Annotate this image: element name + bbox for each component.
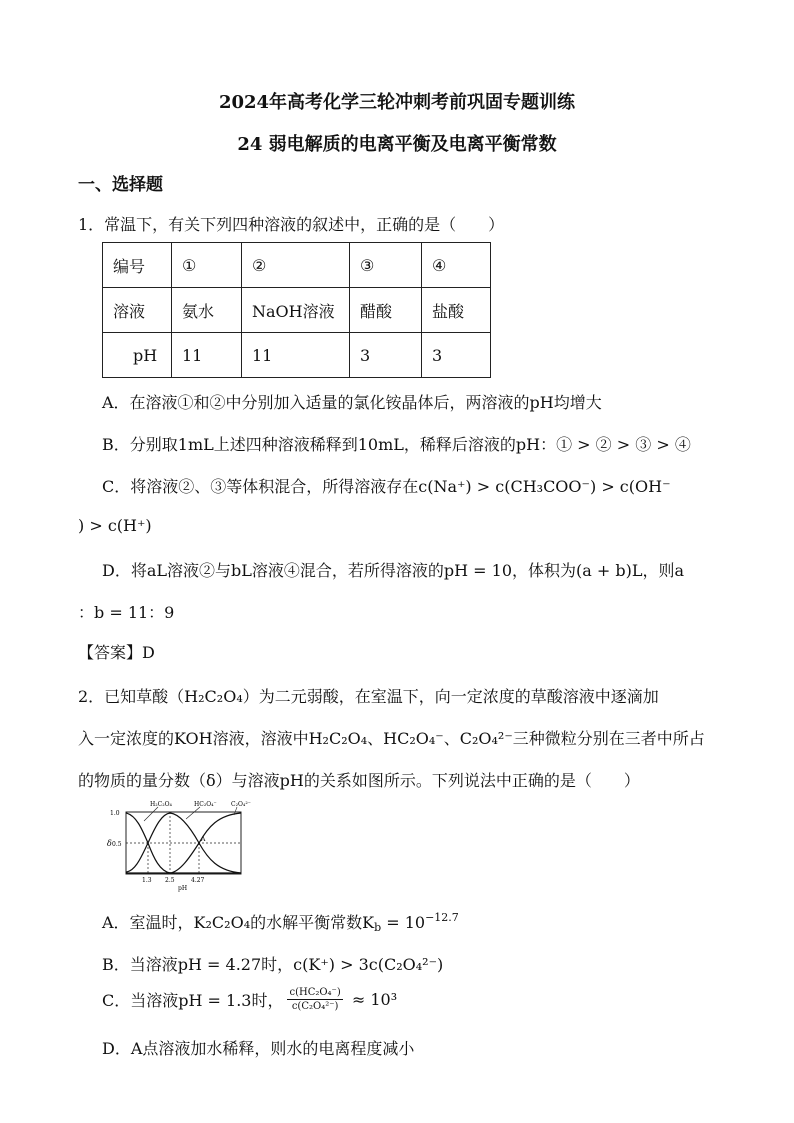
- curve-label: HC₂O₄⁻: [194, 801, 217, 808]
- table-cell: ③: [350, 243, 422, 288]
- x-axis-label: pH: [178, 885, 188, 892]
- question-1-option-d: D．将aL溶液②与bL溶液④混合，若所得溶液的pH = 10，体积为(a + b)L，则a: [102, 561, 685, 580]
- table-row: [103, 333, 491, 378]
- curve-label: H₂C₂O₄: [150, 801, 172, 808]
- y-tick-label: 1.0: [110, 810, 120, 817]
- document-title-line2: 24 弱电解质的电离平衡及电离平衡常数: [237, 134, 557, 155]
- table-cell: 编号: [103, 243, 172, 288]
- fraction: $\frac{\text{c(HC₂O₄⁻)}}{\text{c(C₂O₄²⁻)}}$: [289, 987, 341, 1012]
- document-title-line1: 2024年高考化学三轮冲刺考前巩固专题训练: [218, 92, 576, 113]
- table-row: [103, 243, 491, 288]
- table-cell: 溶液: [103, 288, 172, 333]
- point-a-label: A: [201, 836, 206, 843]
- table-cell: 盐酸: [422, 288, 491, 333]
- table-cell: 氨水: [172, 288, 242, 333]
- y-axis-label: δ: [107, 839, 112, 848]
- leader-line: [186, 807, 200, 819]
- table-cell: 3: [422, 333, 491, 378]
- question-1-option-a: A．在溶液①和②中分别加入适量的氯化铵晶体后，两溶液的pH均增大: [102, 393, 602, 412]
- table-cell: 醋酸: [350, 288, 422, 333]
- question-1-stem: 1．常温下，有关下列四种溶液的叙述中，正确的是（ ）: [78, 215, 505, 234]
- section-heading: 一、选择题: [78, 175, 163, 195]
- question-2-option-b: B．当溶液pH = 4.27时，c(K⁺) > 3c(C₂O₄²⁻): [102, 955, 444, 974]
- x-tick-label: 1.3: [142, 877, 152, 884]
- question-2-option-a: A．室温时，K₂C₂O₄的水解平衡常数$K_b = 10^{-12.7}$: [102, 911, 459, 934]
- question-1-answer: 【答案】D: [78, 643, 155, 662]
- leader-line: [144, 807, 158, 821]
- question-2-stem-line2: 入一定浓度的KOH溶液，溶液中H₂C₂O₄、HC₂O₄⁻、C₂O₄²⁻三种微粒分别在三者中所占: [78, 729, 705, 748]
- speciation-figure: [104, 797, 254, 892]
- table-cell: NaOH溶液: [242, 288, 350, 333]
- question-2-stem-line3: 的物质的量分数（δ）与溶液pH的关系如图所示。下列说法中正确的是（ ）: [78, 771, 640, 790]
- question-1-option-c: C．将溶液②、③等体积混合，所得溶液存在c(Na⁺) > c(CH₃COO⁻) > c(OH⁻: [102, 477, 671, 496]
- curve-label: C₂O₄²⁻: [231, 801, 251, 808]
- question-1-option-c-cont: ) > c(H⁺): [78, 516, 152, 535]
- question-1-option-b: B．分别取1mL上述四种溶液稀释到10mL，稀释后溶液的pH：① > ② > ③ > ④: [102, 435, 691, 454]
- question-2-option-c: C．当溶液pH = 1.3时， $\frac{\text{c(HC₂O₄⁻)}}{\text{c(C₂O₄²⁻)}}$ ≈ 10³: [102, 987, 398, 1012]
- question-2-option-d: D．A点溶液加水稀释，则水的电离程度减小: [102, 1039, 415, 1058]
- table-cell: 11: [242, 333, 350, 378]
- table-cell: ②: [242, 243, 350, 288]
- table-cell: ④: [422, 243, 491, 288]
- question-1-option-d-cont: ：b = 11：9: [78, 603, 175, 622]
- table-cell: 11: [172, 333, 242, 378]
- table-cell: pH: [103, 333, 172, 378]
- question-2-stem-line1: 2．已知草酸（H₂C₂O₄）为二元弱酸，在室温下，向一定浓度的草酸溶液中逐滴加: [78, 687, 659, 706]
- table-cell: ①: [172, 243, 242, 288]
- solution-table: [102, 242, 491, 378]
- x-tick-label: 4.27: [191, 877, 205, 884]
- x-tick-label: 2.5: [165, 877, 175, 884]
- y-tick-label: 0.5: [112, 841, 122, 848]
- table-row: [103, 288, 491, 333]
- table-cell: 3: [350, 333, 422, 378]
